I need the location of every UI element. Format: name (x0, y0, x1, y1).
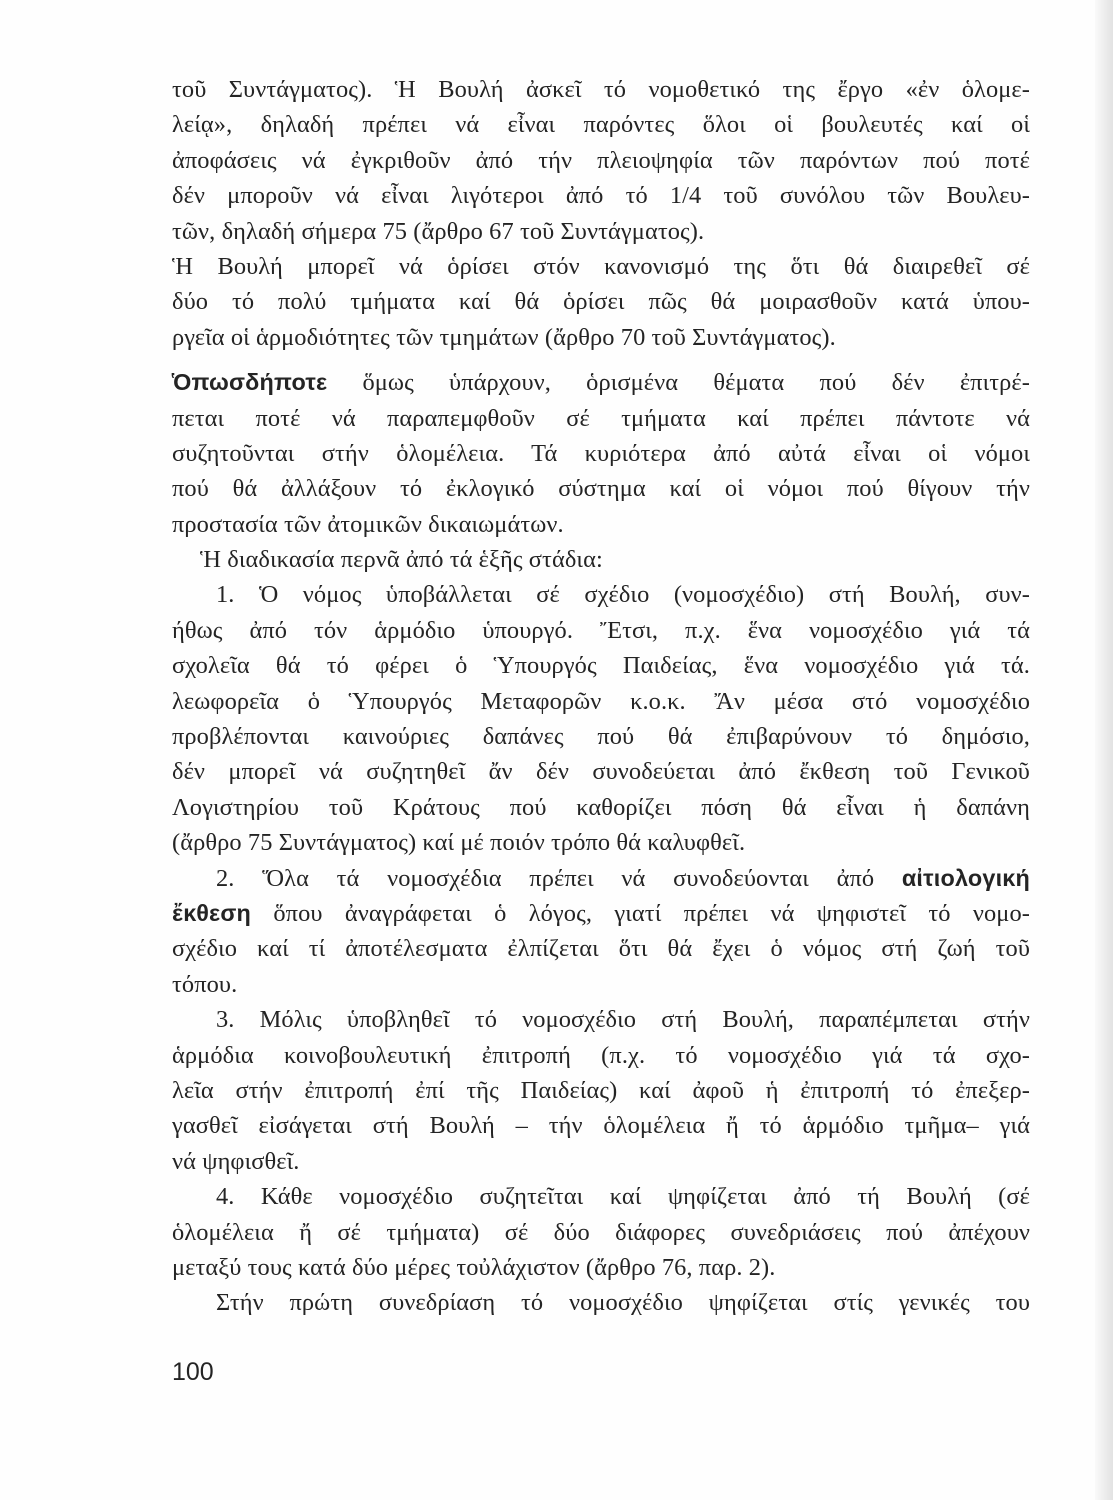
text-line-rest: ὅπου ἀναγράφεται ὁ λόγος, γιατί πρέπει νά ψηφιστεῖ τό νομο- (251, 899, 1030, 927)
text-line: Λογιστηρίου τοῦ Κράτους πού καθορίζει πόση θά εἶναι ἡ δαπάνη (172, 793, 1030, 821)
text-line-start: 2. Ὅλα τά νομοσχέδια πρέπει νά συνοδεύονται ἀπό (216, 864, 902, 892)
text-line: 3. Μόλις ὑποβληθεῖ τό νομοσχέδιο στή Βουλή, παραπέμπεται στήν (216, 1006, 1030, 1034)
text-line: δέν μποροῦν νά εἶναι λιγότεροι ἀπό τό 1/4 τοῦ συνόλου τῶν Βουλευ- (172, 182, 1030, 210)
text-line: νά ψηφισθεῖ. (172, 1147, 300, 1175)
text-line (172, 365, 1030, 400)
text-line: λεῖα στήν ἐπιτροπή ἐπί τῆς Παιδείας) καί ἀφοῦ ἡ ἐπιτροπή τό ἐπεξερ- (172, 1076, 1030, 1104)
text-line: γασθεῖ εἰσάγεται στή Βουλή – τήν ὁλομέλεια ἤ τό ἁρμόδιο τμῆμα– γιά (172, 1112, 1030, 1140)
text-line: δύο τό πολύ τμήματα καί θά ὁρίσει πῶς θά μοιρασθοῦν κατά ὑπου- (172, 288, 1030, 316)
text-line: τόπου. (172, 970, 238, 998)
text-line: 4. Κάθε νομοσχέδιο συζητεῖται καί ψηφίζεται ἀπό τή Βουλή (σέ (216, 1183, 1030, 1211)
text-line: πού θά ἀλλάξουν τό ἐκλογικό σύστημα καί οἱ νόμοι πού θίγουν τήν (172, 475, 1030, 503)
text-line: ήθως ἀπό τόν ἁρμόδιο ὑπουργό. Ἔτσι, π.χ. ἕνα νομοσχέδιο γιά τά (172, 616, 1030, 644)
text-line: προστασία τῶν ἀτομικῶν δικαιωμάτων. (172, 510, 564, 538)
page-number: 100 (172, 1358, 214, 1386)
text-line: τῶν, δηλαδή σήμερα 75 (ἄρθρο 67 τοῦ Συντάγματος). (172, 217, 705, 245)
text-line: Ἡ διαδικασία περνᾶ ἀπό τά ἑξῆς στάδια: (200, 546, 603, 574)
text-line: τοῦ Συντάγματος). Ἡ Βουλή ἀσκεῖ τό νομοθετικό της ἔργο «ἐν ὁλομε- (172, 76, 1030, 103)
text-line: προβλέπονται καινούριες δαπάνες πού θά ἐπιβαρύνουν τό δημόσιο, (172, 723, 1030, 751)
text-line-rest: ὅμως ὑπάρχουν, ὁρισμένα θέματα πού δέν ἐπιτρέ- (327, 369, 1030, 397)
text-line (172, 896, 1030, 931)
text-line: ργεῖα οἱ ἁρμοδιότητες τῶν τμημάτων (ἄρθρο 70 τοῦ Συντάγματος). (172, 323, 836, 351)
text-line: λείᾳ», δηλαδή πρέπει νά εἶναι παρόντες ὅλοι οἱ βουλευτές καί οἱ (172, 111, 1030, 139)
text-line: Ἡ Βουλή μπορεῖ νά ὁρίσει στόν κανονισμό της ὅτι θά διαιρεθεῖ σέ (172, 252, 1030, 280)
scan-edge-shadow (1095, 0, 1113, 1500)
text-line: μεταξύ τους κατά δύο μέρες τοὐλάχιστον (ἄρθρο 76, παρ. 2). (172, 1253, 776, 1281)
text-line: συζητοῦνται στήν ὁλομέλεια. Τά κυριότερα ἀπό αὐτά εἶναι οἱ νόμοι (172, 439, 1030, 467)
bold-term: Ὁπωσδήποτε (172, 369, 328, 396)
text-line: ἀποφάσεις νά ἐγκριθοῦν ἀπό τήν πλειοψηφία τῶν παρόντων πού ποτέ (172, 146, 1030, 174)
text-line: δέν μπορεῖ νά συζητηθεῖ ἄν δέν συνοδεύεται ἀπό ἔκθεση τοῦ Γενικοῦ (172, 758, 1030, 786)
paragraph-gap (172, 355, 1030, 365)
text-line: Στήν πρώτη συνεδρίαση τό νομοσχέδιο ψηφίζεται στίς γενικές του (216, 1289, 1030, 1317)
text-line: λεωφορεῖα ὁ Ὑπουργός Μεταφορῶν κ.ο.κ. Ἄν μέσα στό νομοσχέδιο (172, 687, 1030, 715)
text-line: ἁρμόδια κοινοβουλευτική ἐπιτροπή (π.χ. τό νομοσχέδιο γιά τά σχο- (172, 1041, 1030, 1069)
text-line: σχολεῖα θά τό φέρει ὁ Ὑπουργός Παιδείας, ἕνα νομοσχέδιο γιά τά. (172, 652, 1030, 680)
bold-term: αἰτιολογική (901, 864, 1030, 891)
text-line: 1. Ὁ νόμος ὑποβάλλεται σέ σχέδιο (νομοσχέδιο) στή Βουλή, συν- (216, 581, 1030, 609)
text-line (172, 861, 1030, 896)
body-text (172, 72, 1030, 1321)
text-line: πεται ποτέ νά παραπεμφθοῦν σέ τμήματα καί πρέπει πάντοτε νά (172, 404, 1030, 432)
text-line: ὁλομέλεια ἤ σέ τμήματα) σέ δύο διάφορες συνεδριάσεις πού ἀπέχουν (172, 1218, 1030, 1246)
text-line: (ἄρθρο 75 Συντάγματος) καί μέ ποιόν τρόπο θά καλυφθεῖ. (172, 829, 746, 857)
bold-term: ἔκθεση (172, 899, 252, 926)
text-line: σχέδιο καί τί ἀποτέλεσματα ἐλπίζεται ὅτι θά ἔχει ὁ νόμος στή ζωή τοῦ (172, 935, 1030, 963)
